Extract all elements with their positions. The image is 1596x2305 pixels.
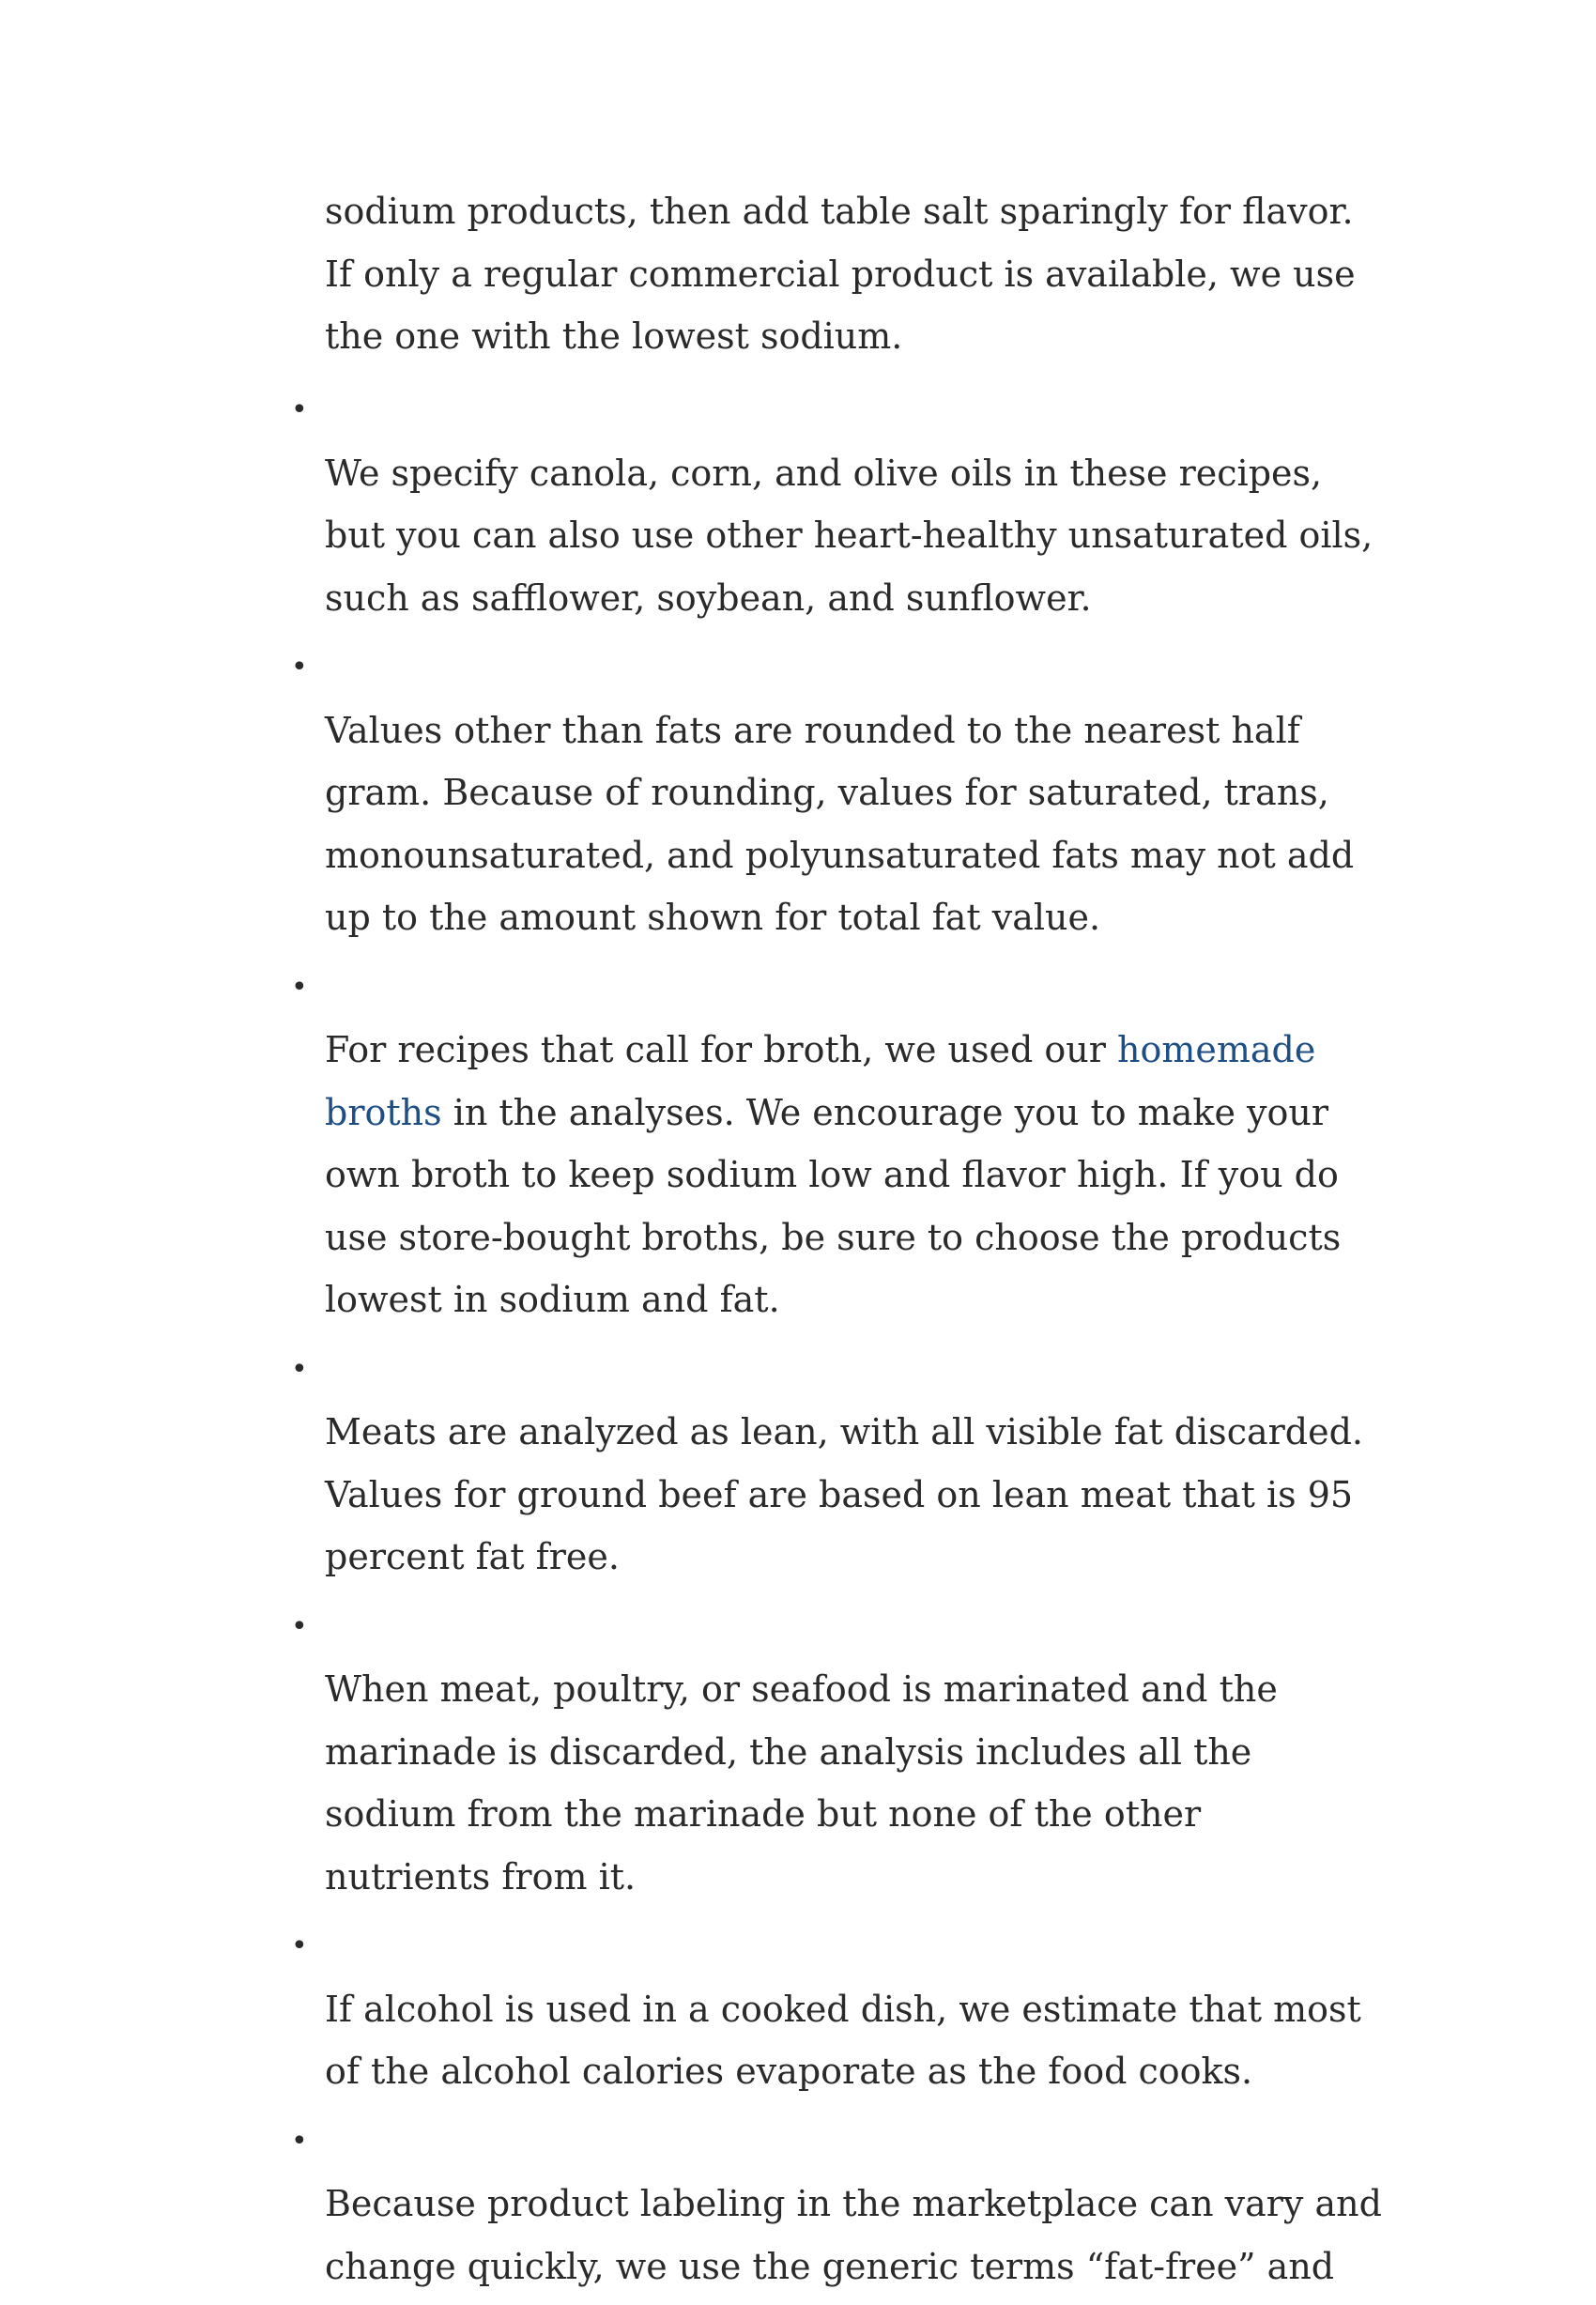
list-item <box>291 1915 1414 2103</box>
list-item <box>291 1596 1414 1909</box>
bullet-icon: • <box>291 393 308 426</box>
homemade-broths-link[interactable]: homemade broths <box>325 1029 1316 1133</box>
note-text-after-link: in the analyses. We encourage you to make your own broth to keep sodium low and flavor high. If you do use store-bought broths, be sure to choose the products lowest in sodium and fat. <box>325 1091 1342 1320</box>
list-item <box>291 957 1414 1331</box>
bullet-icon: • <box>291 2124 308 2158</box>
continuation-paragraph: sodium products, then add table salt sparingly for flavor. If only a regular commercial product is available, we use the one with the lowest sodium. <box>325 191 1356 357</box>
note-text: Because product labeling in the marketplace can vary and change quickly, we use the generic terms “fat-free” and <box>325 2183 1382 2287</box>
bullet-icon: • <box>291 1609 308 1643</box>
recipe-notes-list <box>291 379 1414 2305</box>
list-item <box>291 637 1414 949</box>
list-item <box>291 379 1414 629</box>
bullet-icon: • <box>291 1352 308 1386</box>
note-text: We specify canola, corn, and olive oils in these recipes, but you can also use other heart-healthy unsaturated oils, such as safflower, soybean, and sunflower. <box>325 452 1373 619</box>
list-item <box>291 2111 1414 2298</box>
bullet-icon: • <box>291 970 308 1004</box>
note-text: Values other than fats are rounded to the nearest half gram. Because of rounding, values for saturated, trans, monounsaturated, and polyunsaturated fats may not add up to the amount shown for total fat value. <box>325 709 1355 938</box>
bullet-icon: • <box>291 1929 308 1962</box>
note-text: When meat, poultry, or seafood is marinated and the marinade is discarded, the analysis includes all the sodium from the marinade but none of the other nutrients from it. <box>325 1668 1278 1898</box>
note-text: If alcohol is used in a cooked dish, we estimate that most of the alcohol calories evaporate as the food cooks. <box>325 1988 1361 2092</box>
note-text: Meats are analyzed as lean, with all visible fat discarded. Values for ground beef are based on lean meat that is 95 percent fat free. <box>325 1411 1364 1577</box>
bullet-icon: • <box>291 651 308 684</box>
list-item <box>291 1339 1414 1589</box>
note-text-before-link: For recipes that call for broth, we used our <box>325 1029 1117 1070</box>
